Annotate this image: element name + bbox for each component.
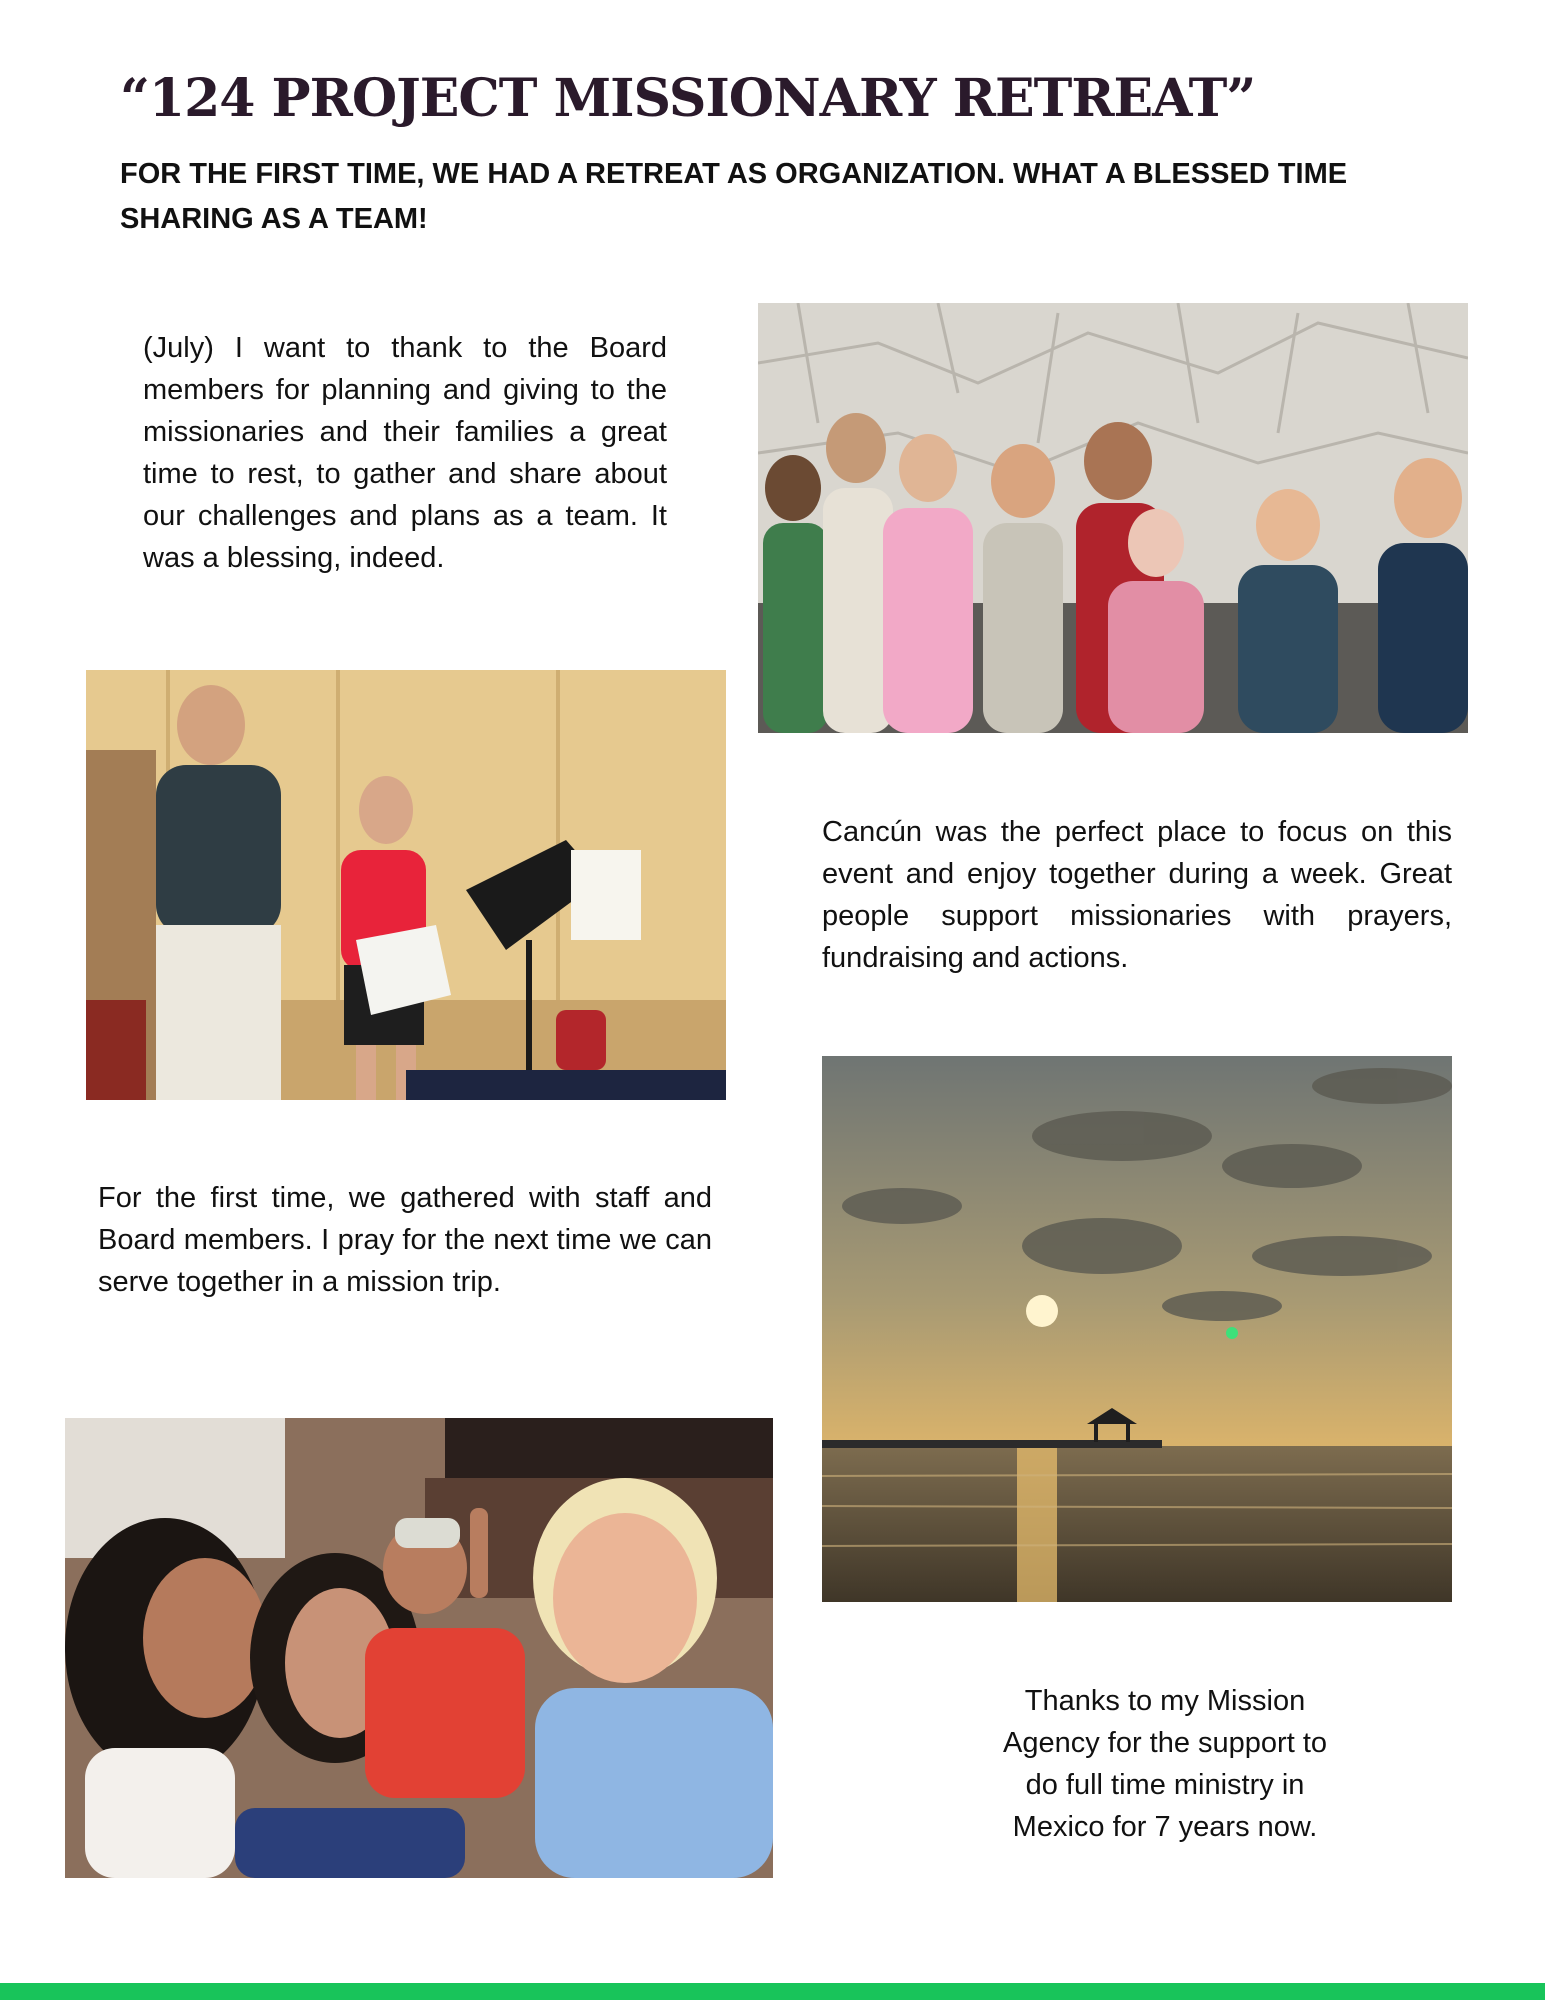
agency-line-1: Thanks to my Mission xyxy=(1024,1685,1306,1717)
paragraph-board-thanks: (July) I want to thank to the Board members for planning and giving to the missionaries and their families a great time to rest, to gather and share about our challenges and plans as a team. It was a blessing, indeed. xyxy=(143,332,667,574)
paragraph-cancun: Cancún was the perfect place to focus on this event and enjoy together during a week. Great people support missionaries with prayers, fundraising and actions. xyxy=(822,816,1452,974)
paragraph-gathered: For the first time, we gathered with staff and Board members. I pray for the next time we can serve together in a mission trip. xyxy=(98,1182,712,1298)
agency-line-2: Agency for the support to xyxy=(1002,1727,1328,1759)
page-subtitle: FOR THE FIRST TIME, WE HAD A RETREAT AS ORGANIZATION. WHAT A BLESSED TIME SHARING AS A TEAM! xyxy=(120,158,1348,235)
page-title: “124 PROJECT MISSIONARY RETREAT” xyxy=(120,68,1256,129)
group-photo-women xyxy=(758,303,1468,733)
agency-line-3: do full time ministry in xyxy=(1025,1769,1305,1801)
presentation-photo xyxy=(86,670,726,1100)
paragraph-mission-agency xyxy=(950,1680,1380,1848)
agency-line-4: Mexico for 7 years now. xyxy=(1012,1811,1318,1843)
selfie-photo xyxy=(65,1418,773,1878)
bottom-accent-bar xyxy=(0,1983,1545,2000)
sunset-photo xyxy=(822,1056,1452,1602)
